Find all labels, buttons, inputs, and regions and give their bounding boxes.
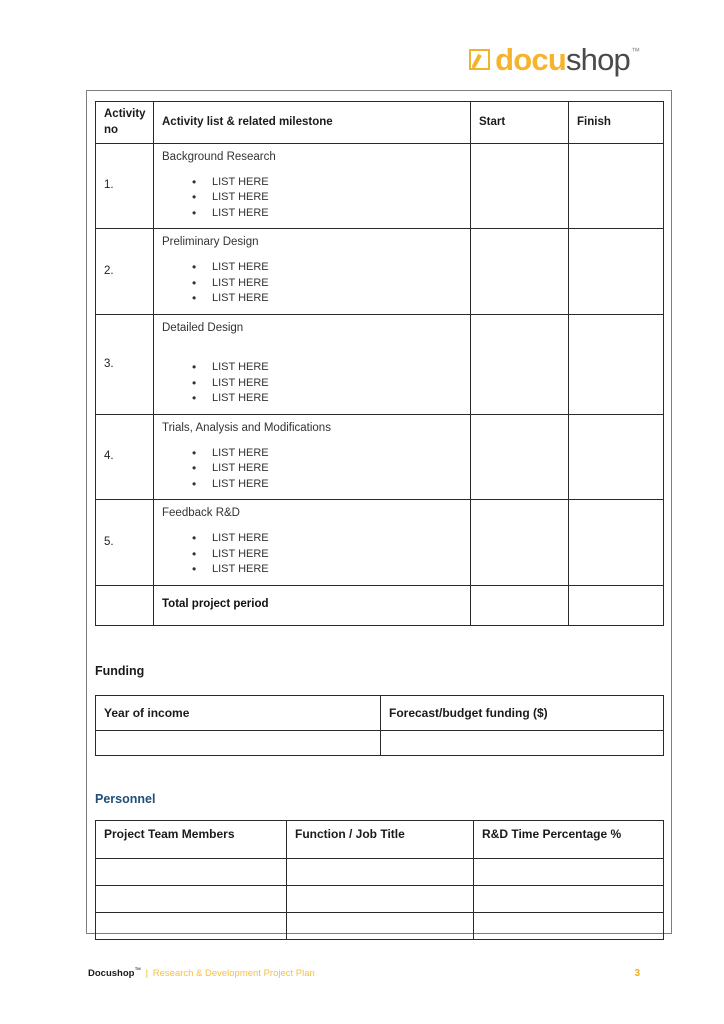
table-row bbox=[96, 415, 664, 500]
table-row bbox=[96, 731, 664, 756]
header-activity-list: Activity list & related milestone bbox=[154, 102, 471, 144]
footer-brand: Docushop bbox=[88, 968, 135, 980]
table-row bbox=[96, 314, 664, 414]
docushop-logo bbox=[469, 44, 640, 75]
logo-trademark: ™ bbox=[631, 46, 640, 56]
finish-cell[interactable] bbox=[569, 415, 664, 500]
activity-bullet-list bbox=[162, 360, 463, 407]
funding-table bbox=[95, 695, 664, 756]
funding-section-heading: Funding bbox=[95, 664, 145, 678]
table-header-row bbox=[96, 821, 664, 859]
start-cell[interactable] bbox=[471, 415, 569, 500]
start-cell[interactable] bbox=[471, 314, 569, 414]
list-item[interactable]: • LIST HERE bbox=[192, 206, 463, 222]
header-rd-time-percentage: R&D Time Percentage % bbox=[474, 821, 664, 859]
activity-content bbox=[154, 229, 471, 314]
list-item[interactable]: • LIST HERE bbox=[192, 461, 463, 477]
header-project-team-members: Project Team Members bbox=[96, 821, 287, 859]
list-item[interactable]: • LIST HERE bbox=[192, 477, 463, 493]
list-item[interactable]: • LIST HERE bbox=[192, 531, 463, 547]
activity-content bbox=[154, 314, 471, 414]
activity-title: Trials, Analysis and Modifications bbox=[162, 422, 331, 435]
table-row bbox=[96, 500, 664, 585]
table-row bbox=[96, 144, 664, 229]
activity-bullet-list bbox=[162, 446, 463, 493]
rd-percentage-cell[interactable] bbox=[474, 886, 664, 913]
job-title-cell[interactable] bbox=[287, 886, 474, 913]
list-item[interactable]: • LIST HERE bbox=[192, 276, 463, 292]
activity-number: 5. bbox=[96, 500, 154, 585]
header-function-job-title: Function / Job Title bbox=[287, 821, 474, 859]
finish-cell[interactable] bbox=[569, 229, 664, 314]
personnel-section-heading: Personnel bbox=[95, 792, 156, 806]
total-row bbox=[96, 585, 664, 625]
total-finish-cell[interactable] bbox=[569, 585, 664, 625]
total-project-period-label: Total project period bbox=[154, 585, 471, 625]
list-item[interactable]: • LIST HERE bbox=[192, 547, 463, 563]
header bbox=[469, 44, 640, 75]
list-item[interactable]: • LIST HERE bbox=[192, 291, 463, 307]
activity-content bbox=[154, 415, 471, 500]
job-title-cell[interactable] bbox=[287, 859, 474, 886]
activity-bullet-list bbox=[162, 260, 463, 307]
list-item[interactable]: • LIST HERE bbox=[192, 360, 463, 376]
header-finish: Finish bbox=[569, 102, 664, 144]
list-item[interactable]: • LIST HERE bbox=[192, 446, 463, 462]
team-member-cell[interactable] bbox=[96, 886, 287, 913]
pencil-document-icon bbox=[469, 49, 490, 70]
activity-bullet-list bbox=[162, 175, 463, 222]
header-forecast-funding: Forecast/budget funding ($) bbox=[381, 696, 664, 731]
list-item[interactable]: • LIST HERE bbox=[192, 190, 463, 206]
activity-title: Detailed Design bbox=[162, 321, 244, 334]
total-number-cell bbox=[96, 585, 154, 625]
footer-text bbox=[88, 967, 315, 979]
activity-schedule-table bbox=[95, 101, 664, 626]
activity-title: Preliminary Design bbox=[162, 236, 259, 249]
team-member-cell[interactable] bbox=[96, 859, 287, 886]
finish-cell[interactable] bbox=[569, 314, 664, 414]
footer-trademark: ™ bbox=[134, 967, 141, 974]
rd-percentage-cell[interactable] bbox=[474, 913, 664, 940]
footer-separator: | bbox=[145, 968, 149, 980]
finish-cell[interactable] bbox=[569, 144, 664, 229]
page-footer bbox=[88, 967, 640, 979]
activity-number: 2. bbox=[96, 229, 154, 314]
header-start: Start bbox=[471, 102, 569, 144]
table-row bbox=[96, 913, 664, 940]
activity-title: Feedback R&D bbox=[162, 507, 240, 520]
list-item[interactable]: • LIST HERE bbox=[192, 175, 463, 191]
total-start-cell[interactable] bbox=[471, 585, 569, 625]
start-cell[interactable] bbox=[471, 229, 569, 314]
activity-number: 3. bbox=[96, 314, 154, 414]
forecast-funding-cell[interactable] bbox=[381, 731, 664, 756]
activity-content bbox=[154, 144, 471, 229]
year-of-income-cell[interactable] bbox=[96, 731, 381, 756]
list-item[interactable]: • LIST HERE bbox=[192, 260, 463, 276]
header-activity-no: Activity no bbox=[96, 102, 154, 144]
list-item[interactable]: • LIST HERE bbox=[192, 376, 463, 392]
header-year-of-income: Year of income bbox=[96, 696, 381, 731]
list-item[interactable]: • LIST HERE bbox=[192, 391, 463, 407]
table-row bbox=[96, 886, 664, 913]
finish-cell[interactable] bbox=[569, 500, 664, 585]
table-row bbox=[96, 229, 664, 314]
start-cell[interactable] bbox=[471, 144, 569, 229]
personnel-table bbox=[95, 820, 664, 940]
footer-document-title: Research & Development Project Plan bbox=[152, 968, 315, 980]
activity-number: 1. bbox=[96, 144, 154, 229]
table-header-row bbox=[96, 102, 664, 144]
rd-percentage-cell[interactable] bbox=[474, 859, 664, 886]
table-row bbox=[96, 859, 664, 886]
activity-title: Background Research bbox=[162, 151, 276, 164]
page-number: 3 bbox=[634, 968, 640, 980]
activity-number: 4. bbox=[96, 415, 154, 500]
logo-text-docu: docu bbox=[495, 42, 566, 77]
list-item[interactable]: • LIST HERE bbox=[192, 562, 463, 578]
start-cell[interactable] bbox=[471, 500, 569, 585]
logo-text-shop: shop bbox=[565, 42, 630, 77]
activity-bullet-list bbox=[162, 531, 463, 578]
table-header-row bbox=[96, 696, 664, 731]
job-title-cell[interactable] bbox=[287, 913, 474, 940]
team-member-cell[interactable] bbox=[96, 913, 287, 940]
activity-content bbox=[154, 500, 471, 585]
